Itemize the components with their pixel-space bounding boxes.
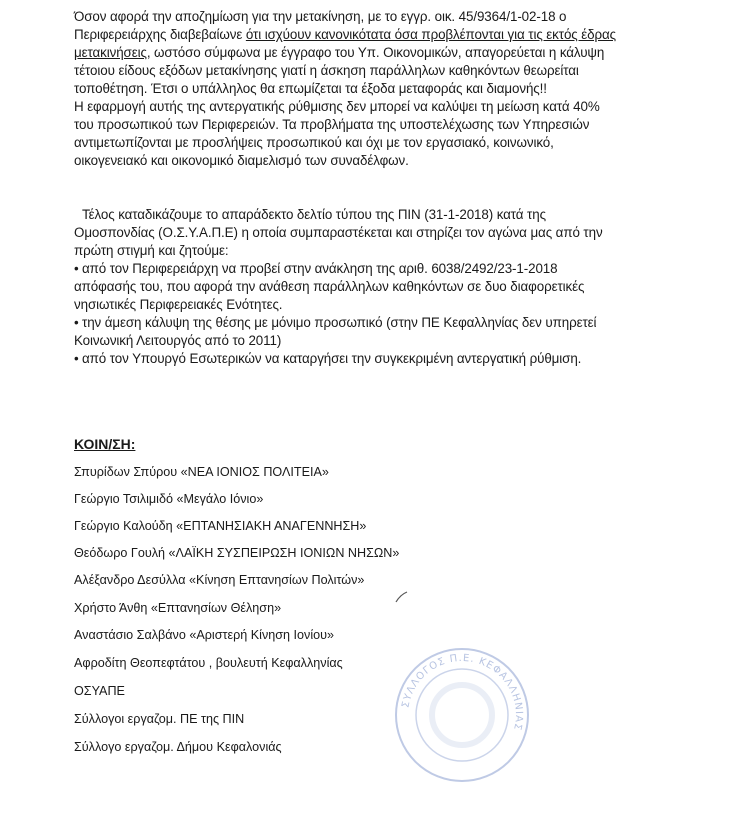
closing-line-text: νησιωτικές Περιφερειακές Ενότητες.: [74, 297, 283, 312]
stamp-text: ΣΥΛΛΟΓΟΣ Π.Ε. ΚΕΦΑΛΛΗΝΙΑΣ: [400, 652, 525, 732]
underlined-text: ότι ισχύουν κανονικότατα όσα προβλέπονται για τις εκτός έδρας: [245, 27, 617, 42]
cc-heading: ΚΟΙΝ/ΣΗ:: [74, 436, 136, 452]
closing-line-text: Ομοσπονδίας (Ο.Σ.Υ.Α.Π.Ε) η οποία συμπαραστέκεται και στηρίζει τον αγώνα μας από την: [74, 225, 603, 240]
closing-line-text: πρώτη στιγμή και ζητούμε:: [74, 243, 229, 258]
body-line-text: τοποθέτηση. Έτσι ο υπάλληλος θα επωμίζεται τα έξοδα μεταφοράς και διαμονής!!: [74, 81, 547, 96]
recipient-item: Χρήστο Άνθη «Επτανησίων Θέληση»: [74, 601, 282, 615]
body-line-text: οικογενειακό και οικονομικό διαμελισμό των συναδέλφων.: [74, 153, 409, 168]
recipient-item: Γεώργιο Τσιλιμιδό «Μεγάλο Ιόνιο»: [74, 492, 264, 506]
closing-line-text: Τέλος καταδικάζουμε το απαράδεκτο δελτίο τύπου της ΠΙΝ (31-1-2018) κατά της: [82, 207, 546, 222]
body-line-text: του προσωπικού των Περιφερειών. Τα προβλήματα της υποστελέχωσης των Υπηρεσιών: [74, 117, 590, 132]
closing-line: [74, 242, 229, 260]
bullet: •: [74, 351, 79, 366]
recipient-item: Σύλλογοι εργαζομ. ΠΕ της ΠΙΝ: [74, 712, 245, 726]
recipient-item: Αλέξανδρο Δεσύλλα «Κίνηση Επτανησίων Πολιτών»: [74, 573, 365, 587]
bullet: •: [74, 261, 79, 276]
closing-line: [74, 278, 584, 296]
closing-line: [74, 206, 546, 224]
body-line: [74, 116, 589, 134]
body-line: [74, 134, 554, 152]
closing-line-text: από τον Περιφερειάρχη να προβεί στην ανάκληση της αριθ. 6038/2492/23-1-2018: [82, 261, 558, 276]
body-line: [74, 26, 616, 44]
underlined-text: μετακινήσεις: [74, 45, 147, 60]
recipient-item: Αφροδίτη Θεοπεφτάτου , βουλευτή Κεφαλληνίας: [74, 656, 343, 670]
body-line: [74, 44, 604, 62]
body-line: [74, 62, 579, 80]
closing-line: [74, 332, 281, 350]
closing-line: [74, 260, 558, 278]
closing-line: [74, 350, 581, 368]
body-line-text: , ωστόσο σύμφωνα με έγγραφο του Υπ. Οικονομικών, απαγορεύεται η κάλυψη: [146, 45, 605, 60]
recipient-item: Σύλλογο εργαζομ. Δήμου Κεφαλονιάς: [74, 740, 282, 754]
closing-line-text: την άμεση κάλυψη της θέσης με μόνιμο προσωπικό (στην ΠΕ Κεφαλληνίας δεν υπηρετεί: [82, 315, 597, 330]
bullet: •: [74, 315, 79, 330]
body-line: [74, 8, 566, 26]
pen-mark-icon: [394, 590, 410, 604]
recipient-item: ΟΣΥΑΠΕ: [74, 684, 125, 698]
closing-line-text: Κοινωνική Λειτουργός από το 2011): [74, 333, 282, 348]
closing-line: [74, 314, 596, 332]
recipient-item: Γεώργιο Καλούδη «ΕΠΤΑΝΗΣΙΑΚΗ ΑΝΑΓΕΝΝΗΣΗ»: [74, 519, 367, 533]
recipient-item: Θεόδωρο Γουλή «ΛΑΪΚΗ ΣΥΣΠΕΙΡΩΣΗ ΙΟΝΙΩΝ ΝΗΣΩΝ»: [74, 546, 400, 560]
body-line: [74, 152, 409, 170]
body-line: [74, 80, 547, 98]
closing-line: [74, 296, 282, 314]
official-stamp-icon: [392, 645, 532, 785]
body-line-text: Όσον αφορά την αποζημίωση για την μετακίνηση, με το εγγρ. οικ. 45/9364/1-02-18 ο: [74, 9, 567, 24]
recipient-item: Αναστάσιο Σαλβάνο «Αριστερή Κίνηση Ιονίου»: [74, 628, 335, 642]
closing-line-text: από τον Υπουργό Εσωτερικών να καταργήσει την συγκεκριμένη αντεργατική ρύθμιση.: [82, 351, 582, 366]
body-line-text: Περιφερειάρχης διαβεβαίωνε: [74, 27, 246, 42]
recipient-item: Σπυρίδων Σπύρου «ΝΕΑ ΙΟΝΙΟΣ ΠΟΛΙΤΕΙΑ»: [74, 465, 329, 479]
closing-line-text: απόφασής του, που αφορά την ανάθεση παράλληλων καθηκόντων σε δυο διαφορετικές: [74, 279, 585, 294]
body-line-text: αντιμετωπίζονται με προσλήψεις προσωπικού και όχι με τον εργασιακό, κοινωνικό,: [74, 135, 554, 150]
closing-line: [74, 224, 603, 242]
body-line-text: τέτοιου είδους εξόδων μετακίνησης γιατί η άσκηση παράλληλων καθηκόντων θεωρείται: [74, 63, 579, 78]
body-line-text: Η εφαρμογή αυτής της αντεργατικής ρύθμισης δεν μπορεί να καλύψει τη μείωση κατά 40%: [74, 99, 600, 114]
body-line: [74, 98, 600, 116]
